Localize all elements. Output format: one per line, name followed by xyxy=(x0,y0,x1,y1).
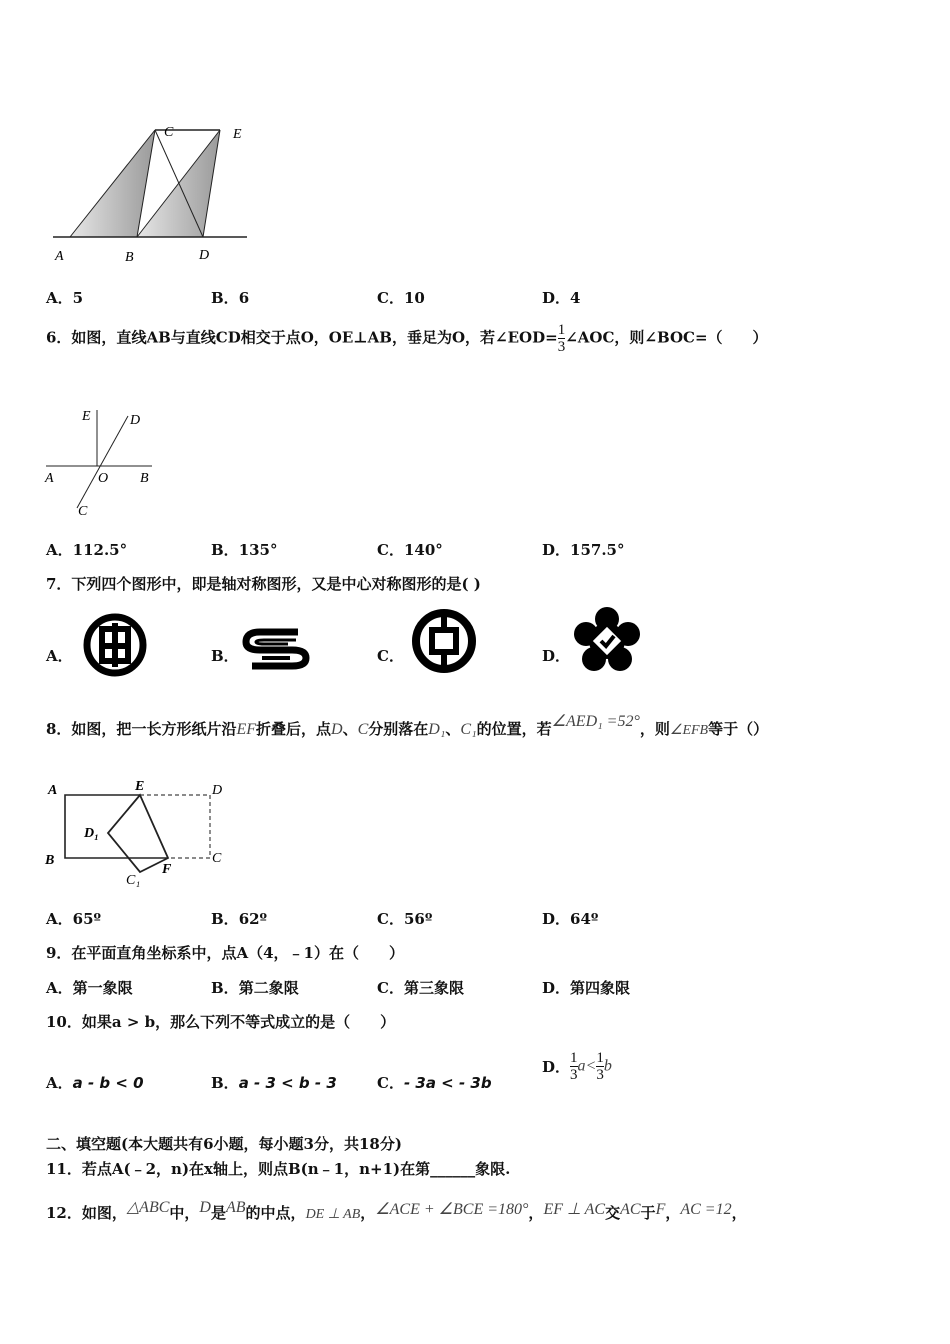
q8-label-c: C xyxy=(212,851,222,866)
q5-label-c: C xyxy=(164,125,174,140)
q8-label-a: A xyxy=(48,783,58,798)
q6-option-b: B．135° xyxy=(211,541,278,559)
q7-option-a-letter: A． xyxy=(46,647,73,665)
q6-label-c: C xyxy=(78,504,88,519)
q12-stem: 12．如图，△ABC中，D是AB的中点，DE ⊥ AB，∠ACE + ∠BCE =180°，EF ⊥ AC交AC于F，AC =12， xyxy=(46,1199,747,1222)
q7-option-d-letter: D． xyxy=(542,647,571,665)
q6-label-e: E xyxy=(82,409,91,424)
q5-label-a: A xyxy=(55,249,64,264)
q10-option-a: A．a - b < 0 xyxy=(46,1074,144,1092)
q5-option-d: D．4 xyxy=(542,289,581,307)
q7-stem: 7．下列四个图形中，即是轴对称图形，又是中心对称图形的是( ) xyxy=(46,575,481,593)
q6-option-d: D．157.5° xyxy=(542,541,625,559)
q8-option-b: B．62º xyxy=(211,910,268,928)
q6-label-b: B xyxy=(140,471,149,486)
bank-logo-a-icon xyxy=(83,613,147,677)
q8-option-d: D．64º xyxy=(542,910,599,928)
q9-option-a: A．第一象限 xyxy=(46,979,133,997)
q8-figure xyxy=(40,776,230,888)
q5-label-d: D xyxy=(199,248,210,263)
q5-option-b: B．6 xyxy=(211,289,250,307)
q8-option-a: A．65º xyxy=(46,910,102,928)
q8-label-e: E xyxy=(135,779,145,794)
q8-label-d1: D₁ xyxy=(84,826,99,841)
q6-stem: 6．如图，直线AB与直线CD相交于点O，OE⊥AB，垂足为O，若∠EOD= $\frac{1}{3}$ ∠AOC，则∠BOC=（ ） xyxy=(46,322,768,355)
q10-option-b: B．a - 3 < b - 3 xyxy=(211,1074,337,1092)
q7-option-c-letter: C． xyxy=(377,647,404,665)
q6-figure xyxy=(40,402,160,524)
q7-option-b-letter: B． xyxy=(211,647,239,665)
section-2-title: 二、填空题(本大题共有6小题，每小题3分，共18分) xyxy=(46,1135,402,1153)
q6-option-a: A．112.5° xyxy=(46,541,128,559)
q10-option-d: D． $\frac{1}{3}$ a< $\frac{1}{3}$ b xyxy=(542,1050,612,1083)
q6-option-c: C．140° xyxy=(377,541,443,559)
q5-option-a: A．5 xyxy=(46,289,84,307)
q6-label-a: A xyxy=(45,471,54,486)
q6-label-d: D xyxy=(130,413,141,428)
q5-label-e: E xyxy=(233,127,242,142)
q8-label-f: F xyxy=(162,862,172,877)
q10-d-fraction-1: $\frac{1}{3}$ xyxy=(570,1050,578,1083)
bank-logo-c-icon xyxy=(411,608,477,674)
q8-label-c1: C₁ xyxy=(126,873,141,888)
bank-logo-d-icon xyxy=(573,607,641,675)
q8-label-d: D xyxy=(212,783,223,798)
q9-option-b: B．第二象限 xyxy=(211,979,299,997)
q8-option-c: C．56º xyxy=(377,910,433,928)
q5-figure xyxy=(45,118,255,268)
q8-stem: 8．如图，把一长方形纸片沿EF折叠后，点D、C分别落在D₁、C₁的位置，若∠AED₁ =52°，则∠EFB等于（） xyxy=(46,713,769,738)
q9-option-d: D．第四象限 xyxy=(542,979,631,997)
q10-option-c: C．- 3a < - 3b xyxy=(377,1074,492,1092)
q10-d-fraction-2: $\frac{1}{3}$ xyxy=(596,1050,604,1083)
q10-stem: 10．如果a > b，那么下列不等式成立的是（ ） xyxy=(46,1013,396,1031)
q5-label-b: B xyxy=(125,250,134,265)
q11-stem: 11．若点A(﹣2，n)在x轴上，则点B(n﹣1，n+1)在第______象限. xyxy=(46,1160,511,1178)
bank-logo-b-icon xyxy=(240,622,312,674)
q6-fraction: $\frac{1}{3}$ xyxy=(557,322,566,355)
q6-label-o: O xyxy=(98,471,109,486)
q9-stem: 9．在平面直角坐标系中，点A（4，﹣1）在（ ） xyxy=(46,944,404,962)
q9-option-c: C．第三象限 xyxy=(377,979,464,997)
q8-label-b: B xyxy=(45,853,55,868)
q5-option-c: C．10 xyxy=(377,289,425,307)
